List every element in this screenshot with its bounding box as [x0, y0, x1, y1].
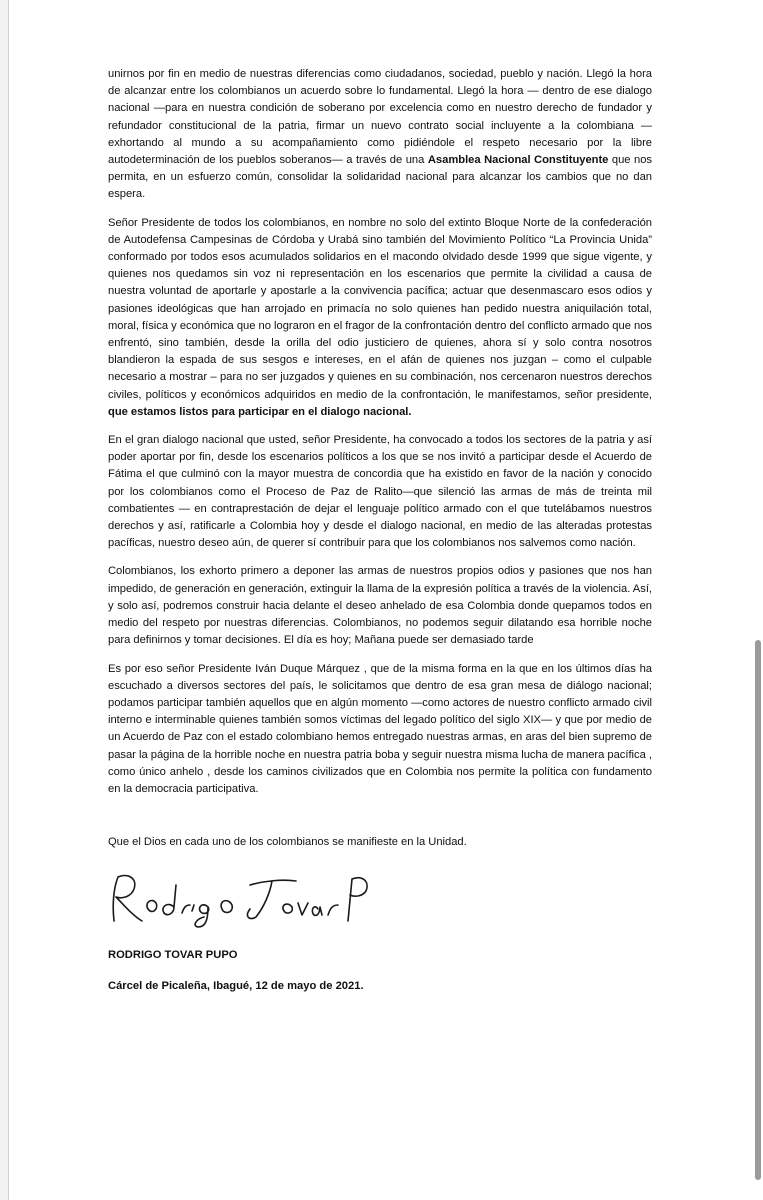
paragraph-1 — [108, 66, 652, 204]
paragraph-text: Colombianos, los exhorto primero a deponer las armas de nuestros propios odios y pasiones que nos han impedido, de generación en generación, extinguir la llama de la expresión política a través de la violencia. Así, y solo así, podremos construir hacia delante el deseo anhelado de esa Colombia donde quepamos todos en medio del respeto por nuestras diferencias. Colombianos, no podemos seguir dilatando esa horrible noche para definirnos y tomar decisiones. El día es hoy; Mañana puede ser demasiado tarde — [108, 565, 652, 647]
place-and-date: Cárcel de Picaleña, Ibagué, 12 de mayo de 2021. — [108, 980, 364, 993]
paragraph-3 — [108, 432, 652, 552]
signer-name: RODRIGO TOVAR PUPO — [108, 949, 238, 962]
scrollbar[interactable] — [755, 640, 761, 1180]
bold-phrase-asamblea: Asamblea Nacional Constituyente — [427, 154, 609, 167]
paragraph-text: que nos permita, en un esfuerzo común, consolidar la solidaridad nacional para alcanzar los cambios que no dan espera. — [108, 154, 653, 201]
paragraph-text: Señor Presidente de todos los colombianos, en nombre no solo del extinto Bloque Norte de la confederación de Autodefensa Campesinas de Córdoba y Urabá sino también del Movimiento Político “La Provincia Unida” conformado por todos esos acumulados solidarios en el macondo olvidado desde 1999 que sigue vigente, y quienes nos quedamos sin voz ni representación en los escenarios que permite la civilidad a causa de nuestra voluntad de aportarle y apostarle a la convivencia pacífica; actuar que desenmascaro esos odios y pasiones ideológicas que han arrojado en primacía no solo quienes han pedido nuestra aniquilación total, moral, física y económica que no lograron en el fragor de la confrontación dentro del conflicto armado que nos enfrentó, sino también, desde la orilla del odio justiciero de quienes, ahora sí y solo contra nosotros blandieron la espada de sus sesgos e intereses, en el afán de quienes nos juzgan – como el culpable necesario a mostrar – para no ser juzgados y quienes en su combinación, nos cercenaron nuestros derechos civiles, políticos y económicos adquiridos en medio de la confrontación, le manifestamos, señor presidente, — [108, 216, 652, 401]
paragraph-4 — [108, 563, 652, 649]
handwritten-signature — [104, 863, 374, 933]
letter-body — [108, 66, 652, 994]
closing-line: Que el Dios en cada uno de los colombianos se manifieste en la Unidad. — [108, 836, 467, 849]
paragraph-text: unirnos por fin en medio de nuestras diferencias como ciudadanos, sociedad, pueblo y nación. Llegó la hora de alcanzar entre los colombianos un acuerdo sobre lo fundamental. Llegó la hora — dentro de ese dialogo nacional —para en nuestra condición de soberano por excelencia como en nuestro derecho de fundador y refundador constitucional de la patria, firmar un nuevo contrato social incluyente a la colombiana — exhortando al mundo a su acompañamiento como pidiéndole el respeto necesario por la libre autodeterminación de los pueblos soberanos— a través de una — [108, 68, 652, 167]
paragraph-2 — [108, 215, 652, 421]
paragraph-text: En el gran dialogo nacional que usted, señor Presidente, ha convocado a todos los sectores de la patria y así poder aportar por fin, desde los escenarios políticos a los que se nos invitó a participar desde el Acuerdo de Fátima el que culminó con la mayor muestra de concordia que ha existido en favor de la nación y conocido por los colombianos como el Proceso de Paz de Ralito—que silenció las armas de más de treinta mil combatientes — en contraprestación de dejar el lenguaje político armado con el que tutelábamos nuestros derechos y así, ratificarle a Colombia hoy y desde el dialogo nacional, en medio de las alteradas protestas pacíficas, nuestro deseo aún, de querer sí contribuir para que los colombianos nos salvemos como nación. — [108, 434, 652, 550]
bold-phrase-listos: que estamos listos para participar en el dialogo nacional. — [108, 405, 412, 418]
paragraph-5 — [108, 661, 652, 799]
paragraph-text: Es por eso señor Presidente Iván Duque Márquez , que de la misma forma en la que en los últimos días ha escuchado a diversos sectores del país, le solicitamos que dentro de esa gran mesa de diálogo nacional; podamos participar también aquellos que en algún momento —como actores de nuestro conflicto armado civil interno e interminable quienes también somos víctimas del legado político del siglo XIX— y que por medio de un Acuerdo de Paz con el estado colombiano hemos entregado nuestras armas, en aras del bien supremo de pasar la página de la horrible noche en nuestra patria boba y seguir nuestra misma lucha de manera pacífica , como único anhelo , desde los caminos civilizados que en Colombia nos permite la política con fundamento en la democracia participativa. — [108, 662, 652, 795]
page-left-edge — [0, 0, 9, 1200]
